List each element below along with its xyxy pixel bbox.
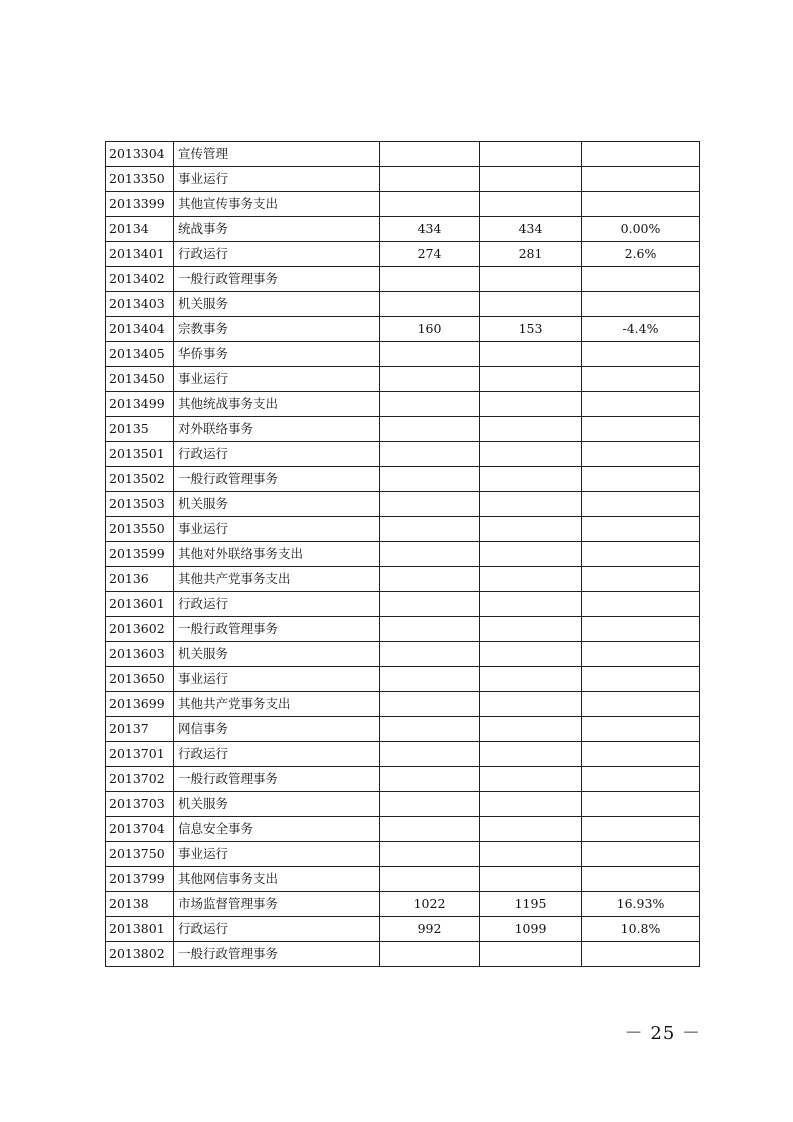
code-cell: 2013799	[106, 867, 174, 892]
value-cell-1	[380, 342, 480, 367]
name-cell: 统战事务	[174, 217, 380, 242]
table-row	[106, 817, 700, 842]
change-cell	[582, 142, 700, 167]
code-cell: 2013405	[106, 342, 174, 367]
value-cell-2	[480, 742, 582, 767]
table-row	[106, 242, 700, 267]
value-cell-1	[380, 842, 480, 867]
change-cell	[582, 442, 700, 467]
table-row	[106, 742, 700, 767]
code-cell: 2013402	[106, 267, 174, 292]
code-cell: 2013403	[106, 292, 174, 317]
code-cell: 2013704	[106, 817, 174, 842]
value-cell-2	[480, 867, 582, 892]
change-cell	[582, 942, 700, 967]
value-cell-1	[380, 417, 480, 442]
name-cell: 事业运行	[174, 367, 380, 392]
table-row	[106, 192, 700, 217]
table-row	[106, 167, 700, 192]
code-cell: 2013602	[106, 617, 174, 642]
change-cell: 2.6%	[582, 242, 700, 267]
code-cell: 2013502	[106, 467, 174, 492]
value-cell-1: 274	[380, 242, 480, 267]
value-cell-2	[480, 617, 582, 642]
value-cell-1	[380, 592, 480, 617]
value-cell-2: 281	[480, 242, 582, 267]
value-cell-1	[380, 492, 480, 517]
code-cell: 20137	[106, 717, 174, 742]
value-cell-2	[480, 517, 582, 542]
table-row	[106, 342, 700, 367]
name-cell: 其他共产党事务支出	[174, 692, 380, 717]
change-cell	[582, 492, 700, 517]
name-cell: 一般行政管理事务	[174, 767, 380, 792]
page-number: － 25 －	[624, 1023, 701, 1044]
change-cell	[582, 467, 700, 492]
value-cell-2	[480, 642, 582, 667]
value-cell-1	[380, 692, 480, 717]
value-cell-2: 153	[480, 317, 582, 342]
name-cell: 事业运行	[174, 667, 380, 692]
value-cell-2	[480, 417, 582, 442]
table-row	[106, 667, 700, 692]
change-cell	[582, 517, 700, 542]
name-cell: 宗教事务	[174, 317, 380, 342]
value-cell-1	[380, 767, 480, 792]
change-cell	[582, 867, 700, 892]
code-cell: 2013501	[106, 442, 174, 467]
table-row	[106, 417, 700, 442]
change-cell	[582, 392, 700, 417]
value-cell-2	[480, 592, 582, 617]
name-cell: 机关服务	[174, 642, 380, 667]
value-cell-2	[480, 792, 582, 817]
name-cell: 机关服务	[174, 792, 380, 817]
change-cell	[582, 167, 700, 192]
code-cell: 2013603	[106, 642, 174, 667]
value-cell-2	[480, 392, 582, 417]
code-cell: 2013601	[106, 592, 174, 617]
name-cell: 市场监督管理事务	[174, 892, 380, 917]
change-cell	[582, 342, 700, 367]
table-row	[106, 867, 700, 892]
name-cell: 一般行政管理事务	[174, 267, 380, 292]
value-cell-2: 1099	[480, 917, 582, 942]
code-cell: 2013404	[106, 317, 174, 342]
code-cell: 2013304	[106, 142, 174, 167]
value-cell-1	[380, 942, 480, 967]
table-row	[106, 892, 700, 917]
table-row	[106, 317, 700, 342]
value-cell-2	[480, 192, 582, 217]
value-cell-2	[480, 767, 582, 792]
change-cell	[582, 767, 700, 792]
name-cell: 其他统战事务支出	[174, 392, 380, 417]
value-cell-1	[380, 542, 480, 567]
value-cell-1	[380, 517, 480, 542]
value-cell-2: 434	[480, 217, 582, 242]
code-cell: 2013399	[106, 192, 174, 217]
code-cell: 2013699	[106, 692, 174, 717]
value-cell-2: 1195	[480, 892, 582, 917]
value-cell-1	[380, 392, 480, 417]
name-cell: 行政运行	[174, 742, 380, 767]
value-cell-1	[380, 292, 480, 317]
name-cell: 行政运行	[174, 442, 380, 467]
table-row	[106, 517, 700, 542]
value-cell-1: 992	[380, 917, 480, 942]
change-cell	[582, 817, 700, 842]
change-cell	[582, 642, 700, 667]
change-cell	[582, 717, 700, 742]
budget-table	[105, 141, 700, 967]
name-cell: 事业运行	[174, 842, 380, 867]
table-row	[106, 942, 700, 967]
code-cell: 20136	[106, 567, 174, 592]
change-cell	[582, 417, 700, 442]
value-cell-1	[380, 367, 480, 392]
value-cell-1	[380, 742, 480, 767]
name-cell: 行政运行	[174, 242, 380, 267]
code-cell: 2013650	[106, 667, 174, 692]
value-cell-1	[380, 192, 480, 217]
name-cell: 机关服务	[174, 292, 380, 317]
change-cell: 16.93%	[582, 892, 700, 917]
change-cell	[582, 192, 700, 217]
code-cell: 2013503	[106, 492, 174, 517]
code-cell: 2013750	[106, 842, 174, 867]
value-cell-2	[480, 717, 582, 742]
value-cell-2	[480, 367, 582, 392]
value-cell-1: 160	[380, 317, 480, 342]
value-cell-2	[480, 167, 582, 192]
value-cell-2	[480, 492, 582, 517]
change-cell	[582, 592, 700, 617]
table-row	[106, 392, 700, 417]
table-row	[106, 292, 700, 317]
code-cell: 2013550	[106, 517, 174, 542]
value-cell-2	[480, 292, 582, 317]
code-cell: 2013701	[106, 742, 174, 767]
value-cell-2	[480, 442, 582, 467]
table-row	[106, 467, 700, 492]
value-cell-2	[480, 342, 582, 367]
code-cell: 2013703	[106, 792, 174, 817]
name-cell: 信息安全事务	[174, 817, 380, 842]
name-cell: 华侨事务	[174, 342, 380, 367]
value-cell-1	[380, 617, 480, 642]
code-cell: 2013450	[106, 367, 174, 392]
code-cell: 2013599	[106, 542, 174, 567]
value-cell-2	[480, 817, 582, 842]
change-cell	[582, 567, 700, 592]
value-cell-2	[480, 567, 582, 592]
table-row	[106, 367, 700, 392]
change-cell	[582, 742, 700, 767]
change-cell: 0.00%	[582, 217, 700, 242]
table-row	[106, 442, 700, 467]
name-cell: 对外联络事务	[174, 417, 380, 442]
change-cell	[582, 692, 700, 717]
change-cell	[582, 542, 700, 567]
table-row	[106, 917, 700, 942]
value-cell-1: 1022	[380, 892, 480, 917]
code-cell: 2013499	[106, 392, 174, 417]
name-cell: 一般行政管理事务	[174, 467, 380, 492]
value-cell-1	[380, 267, 480, 292]
value-cell-2	[480, 267, 582, 292]
table-row	[106, 692, 700, 717]
change-cell	[582, 267, 700, 292]
change-cell: 10.8%	[582, 917, 700, 942]
value-cell-1	[380, 167, 480, 192]
table-row	[106, 142, 700, 167]
code-cell: 2013350	[106, 167, 174, 192]
value-cell-1	[380, 667, 480, 692]
value-cell-1	[380, 867, 480, 892]
value-cell-1	[380, 642, 480, 667]
change-cell	[582, 617, 700, 642]
table-row	[106, 617, 700, 642]
table-row	[106, 217, 700, 242]
value-cell-1	[380, 817, 480, 842]
name-cell: 事业运行	[174, 167, 380, 192]
value-cell-1	[380, 142, 480, 167]
change-cell	[582, 792, 700, 817]
change-cell	[582, 292, 700, 317]
change-cell	[582, 667, 700, 692]
change-cell	[582, 842, 700, 867]
value-cell-2	[480, 692, 582, 717]
code-cell: 20134	[106, 217, 174, 242]
table-row	[106, 542, 700, 567]
value-cell-2	[480, 842, 582, 867]
table-row	[106, 592, 700, 617]
value-cell-1	[380, 442, 480, 467]
code-cell: 2013802	[106, 942, 174, 967]
table-row	[106, 567, 700, 592]
name-cell: 行政运行	[174, 592, 380, 617]
code-cell: 2013702	[106, 767, 174, 792]
name-cell: 事业运行	[174, 517, 380, 542]
name-cell: 一般行政管理事务	[174, 617, 380, 642]
name-cell: 网信事务	[174, 717, 380, 742]
value-cell-1	[380, 567, 480, 592]
name-cell: 宣传管理	[174, 142, 380, 167]
table-row	[106, 792, 700, 817]
value-cell-1: 434	[380, 217, 480, 242]
name-cell: 其他宣传事务支出	[174, 192, 380, 217]
table-row	[106, 642, 700, 667]
table-row	[106, 842, 700, 867]
name-cell: 其他网信事务支出	[174, 867, 380, 892]
table-row	[106, 492, 700, 517]
value-cell-2	[480, 542, 582, 567]
code-cell: 20135	[106, 417, 174, 442]
table-body	[106, 142, 700, 967]
value-cell-1	[380, 792, 480, 817]
code-cell: 2013801	[106, 917, 174, 942]
value-cell-1	[380, 467, 480, 492]
value-cell-2	[480, 142, 582, 167]
value-cell-2	[480, 467, 582, 492]
table-row	[106, 267, 700, 292]
name-cell: 其他共产党事务支出	[174, 567, 380, 592]
value-cell-2	[480, 942, 582, 967]
code-cell: 20138	[106, 892, 174, 917]
name-cell: 行政运行	[174, 917, 380, 942]
change-cell: -4.4%	[582, 317, 700, 342]
table-row	[106, 717, 700, 742]
name-cell: 其他对外联络事务支出	[174, 542, 380, 567]
value-cell-2	[480, 667, 582, 692]
value-cell-1	[380, 717, 480, 742]
change-cell	[582, 367, 700, 392]
table-row	[106, 767, 700, 792]
name-cell: 机关服务	[174, 492, 380, 517]
code-cell: 2013401	[106, 242, 174, 267]
name-cell: 一般行政管理事务	[174, 942, 380, 967]
